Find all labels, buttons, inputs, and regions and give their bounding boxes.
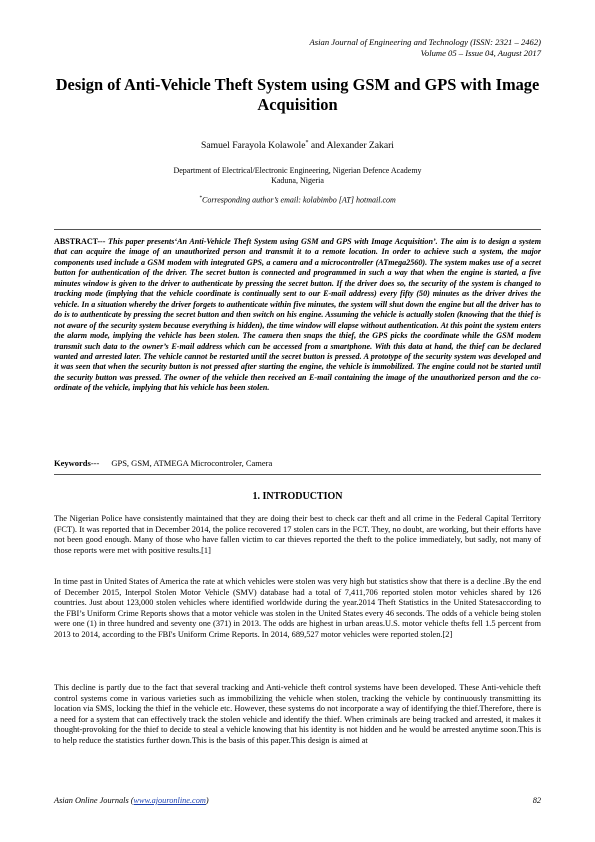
journal-name: Asian Journal of Engineering and Technology (ISSN: 2321 – 2462) [309, 37, 541, 47]
corresponding-mark: * [199, 195, 202, 201]
corresponding-author [40, 195, 555, 205]
affiliation-city: Kaduna, Nigeria [271, 176, 324, 185]
journal-volume: Volume 05 – Issue 04, August 2017 [420, 48, 541, 58]
journal-header [310, 37, 541, 59]
affiliation-dept: Department of Electrical/Electronic Engineering, Nigerian Defence Academy [173, 166, 422, 175]
paragraph-1: The Nigerian Police have consistently maintained that they are doing their best to check car theft and all crime in the Federal Capital Territory (FCT). It was reported that in December 2014, the police recovered 17 stolen cars in the FCT. They, no doubt, are working, but their efforts have not been good enough. Many of those who have fallen victim to car thieves reported the theft to the police immediately, but sadly, not many of those reports were met with positive results.[1] [54, 514, 541, 555]
divider-top [54, 229, 541, 230]
footer-journal-suffix: ) [205, 796, 209, 805]
keywords [54, 458, 541, 468]
footer-journal-prefix: Asian Online Journals ( [54, 796, 134, 805]
abstract-text: This paper presents‘An Anti-Vehicle Theft System using GSM and GPS with Image Acquisition’. The aim is to design a system that can acquire the image of an unauthorized person and transmit it to a remote location. In order to achieve such a system, the major components used include a GSM modem with integrated GPS, a camera and a microcontroller (ATmega2560). The system makes use of a secret button for authentication of the driver. The secret button is connected and programmed in such a way that when the engine is started, a five minutes window is given to the driver to authenticate by pressing the secret button. If the driver does so, the security of the system is changed to tracking mode (implying that the vehicle coordinate is continually sent to our E-mail address) every fifty (50) minutes as the driver drives the vehicle. In a situation whereby the driver forgets to authenticate within five minutes, the system will shut down the engine but all the driver has to do is to authenticate by pressing the secret button and then switch on his engine. Assuming the vehicle is actually stolen (knowing that the thief is not aware of the security system because everything is hidden), the time window will elapse without authentication. At this point the system enters the alarm mode, implying the vehicle has been stolen. The camera then snaps the thief, the GPS picks the coordinate while the GSM modem transmit such data to the owner’s E-mail address which can be accessed from a smartphone. With this data at hand, the thief can be declared wanted and arrested later. The vehicle cannot be restarted until the secret button is pressed. A prototype of the security system was developed and it was seen that when the security button is not pressed after starting the engine, the vehicle is immobilized. The engine could not be started until the security button was pressed. The owner of the vehicle then received an E-mail containing the image of the unauthorized person and the co-ordinate of the vehicle, implying that his vehicle has been stolen. [54, 237, 541, 393]
keywords-label: Keywords [54, 458, 91, 468]
abstract [54, 237, 541, 394]
page-number: 82 [532, 796, 541, 805]
corresponding-text: Corresponding author’s email: kolabimbo [AT] hotmail.com [201, 195, 396, 205]
paper-title: Design of Anti-Vehicle Theft System using GSM and GPS with Image Acquisition [55, 75, 540, 114]
paragraph-2: In time past in United States of America the rate at which vehicles were stolen was very high but statistics show that there is a decline .By the end of December 2015, Interpol Stolen Motor Vehicle (SMV) database had a total of 7,411,706 reported stolen motor vehicles shared by 126 countries. Just about 123,000 stolen vehicles where identified worldwide during the year.2014 Theft Statistics in the United Statesaccording to the FBI’s Uniform Crime Reports shows that a motor vehicle was stolen in the United States every 46 seconds. The odds of a vehicle being stolen were one (1) in three hundred and seventy one (371) in 2013. The odds are highest in urban areas.U.S. motor vehicle thefts fell 1.5 percent from 2013 to 2014, according to the FBI's Uniform Crime Reports. In 2014, 689,527 motor vehicles were reported stolen.[2] [54, 577, 541, 639]
divider-bottom [54, 474, 541, 475]
section-heading: 1. INTRODUCTION [252, 491, 343, 502]
author-connector: and Alexander Zakari [308, 140, 394, 152]
author-name: Samuel Farayola Kolawole [201, 140, 306, 152]
footer-journal-link[interactable]: www.ajouronline.com [133, 796, 206, 805]
affiliation [40, 166, 555, 186]
author-line [40, 140, 555, 151]
keywords-list: GPS, GSM, ATMEGA Microcontroler, Camera [111, 458, 273, 468]
paragraph-3: This decline is partly due to the fact that several tracking and Anti-vehicle theft control systems have been developed. These Anti-vehicle theft control systems come in various varieties such as immobilizing the vehicle when stolen, tracking the vehicle by continuously transmitting its location via SMS, locking the thief in the vehicle etc. However, these systems do not incorporate a way of identifying the thief.Therefore, there is a need for a system that can effectively track the stolen vehicle and identify the thief. When criminals are being tracked and arrested, it makes it thought-provoking for the thief to decide to steal a vehicle knowing that his identity is not hidden and he would be arrested anytime soon.This is to help reduce the statistics further down.This is the basis of this paper.This design is aimed at [54, 683, 541, 745]
abstract-label: ABSTRACT--- [54, 237, 106, 246]
keywords-dash: --- [90, 458, 100, 468]
author-mark: * [305, 140, 309, 146]
footer-journal [54, 796, 209, 805]
